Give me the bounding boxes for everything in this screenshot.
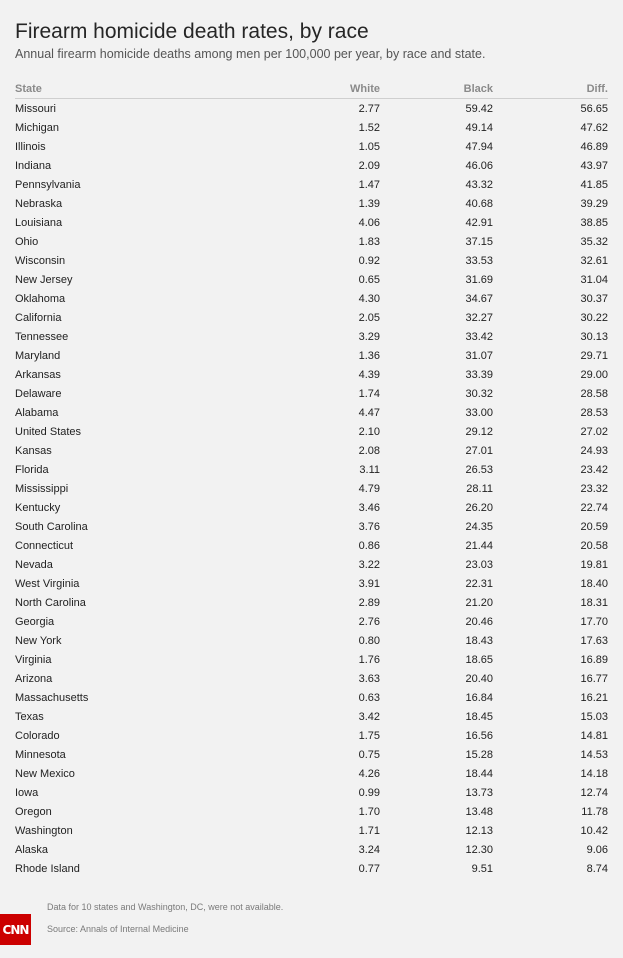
cell-white: 3.91 xyxy=(358,577,380,590)
cell-black: 33.42 xyxy=(465,330,493,343)
cell-black: 27.01 xyxy=(465,444,493,457)
cell-diff: 47.62 xyxy=(580,121,608,134)
table-row xyxy=(15,536,608,555)
cell-state: South Carolina xyxy=(15,520,88,533)
cell-diff: 38.85 xyxy=(580,216,608,229)
table-row xyxy=(15,574,608,593)
cell-diff: 46.89 xyxy=(580,140,608,153)
cell-state: Massachusetts xyxy=(15,691,89,704)
cell-diff: 24.93 xyxy=(580,444,608,457)
column-header-diff: Diff. xyxy=(493,80,608,99)
table-row xyxy=(15,99,608,119)
cell-white: 3.46 xyxy=(358,501,380,514)
table-row xyxy=(15,821,608,840)
cell-white: 3.11 xyxy=(359,463,380,476)
table-row xyxy=(15,593,608,612)
cell-black: 18.44 xyxy=(465,767,493,780)
table-row xyxy=(15,327,608,346)
table-row xyxy=(15,859,608,878)
cell-black: 40.68 xyxy=(465,197,493,210)
cell-state: United States xyxy=(15,425,82,438)
cell-state: West Virginia xyxy=(15,577,80,590)
cell-state: Delaware xyxy=(15,387,62,400)
cell-black: 59.42 xyxy=(465,102,493,115)
cell-diff: 56.65 xyxy=(580,102,608,115)
cell-white: 0.65 xyxy=(358,273,380,286)
cell-black: 28.11 xyxy=(466,482,493,495)
cell-state: New Jersey xyxy=(15,273,73,286)
cell-white: 0.99 xyxy=(358,786,380,799)
cell-diff: 16.21 xyxy=(580,691,608,704)
cell-white: 2.77 xyxy=(358,102,380,115)
table-row xyxy=(15,137,608,156)
cell-state: New York xyxy=(15,634,62,647)
table-row xyxy=(15,346,608,365)
cell-diff: 14.18 xyxy=(580,767,608,780)
cell-diff: 23.32 xyxy=(580,482,608,495)
cell-diff: 27.02 xyxy=(580,425,608,438)
cell-black: 16.56 xyxy=(465,729,493,742)
cell-state: Kansas xyxy=(15,444,52,457)
table-row xyxy=(15,479,608,498)
cell-diff: 39.29 xyxy=(580,197,608,210)
cell-black: 33.39 xyxy=(465,368,493,381)
table-row xyxy=(15,251,608,270)
cell-white: 4.06 xyxy=(358,216,380,229)
cell-state: Kentucky xyxy=(15,501,61,514)
table-row xyxy=(15,460,608,479)
cell-white: 3.22 xyxy=(358,558,380,571)
table-row xyxy=(15,650,608,669)
cell-black: 18.45 xyxy=(465,710,493,723)
cell-diff: 29.00 xyxy=(580,368,608,381)
cell-black: 21.44 xyxy=(465,539,493,552)
cell-state: Alabama xyxy=(15,406,59,419)
cell-black: 32.27 xyxy=(465,311,493,324)
cell-state: Arizona xyxy=(15,672,53,685)
cell-diff: 9.06 xyxy=(586,843,608,856)
cell-white: 0.77 xyxy=(358,862,380,875)
cell-state: Missouri xyxy=(15,102,56,115)
cell-diff: 16.77 xyxy=(580,672,608,685)
cell-white: 2.09 xyxy=(358,159,380,172)
cell-white: 1.47 xyxy=(358,178,380,191)
cell-black: 26.53 xyxy=(465,463,493,476)
footnote: Data for 10 states and Washington, DC, were not available. xyxy=(47,902,284,912)
cell-state: Pennsylvania xyxy=(15,178,81,191)
cell-state: Nebraska xyxy=(15,197,63,210)
cell-diff: 29.71 xyxy=(580,349,608,362)
cell-state: Maryland xyxy=(15,349,61,362)
cell-black: 13.48 xyxy=(465,805,493,818)
cell-white: 3.42 xyxy=(358,710,380,723)
cell-white: 4.39 xyxy=(358,368,380,381)
table-row xyxy=(15,802,608,821)
cell-black: 33.00 xyxy=(465,406,493,419)
source-credit: Source: Annals of Internal Medicine xyxy=(47,924,189,934)
cell-white: 2.05 xyxy=(358,311,380,324)
table-row xyxy=(15,175,608,194)
cell-diff: 12.74 xyxy=(580,786,608,799)
table-row xyxy=(15,156,608,175)
table-body xyxy=(15,99,608,879)
column-header-white: White xyxy=(195,80,380,99)
cell-diff: 14.53 xyxy=(580,748,608,761)
cell-black: 9.51 xyxy=(471,862,493,875)
cell-diff: 41.85 xyxy=(580,178,608,191)
cell-diff: 31.04 xyxy=(580,273,608,286)
table-row xyxy=(15,232,608,251)
cell-black: 15.28 xyxy=(465,748,493,761)
cell-diff: 18.40 xyxy=(580,577,608,590)
cell-diff: 43.97 xyxy=(580,159,608,172)
cell-white: 1.76 xyxy=(358,653,380,666)
cell-diff: 10.42 xyxy=(580,824,608,837)
cell-state: Florida xyxy=(15,463,49,476)
table-row xyxy=(15,764,608,783)
cell-state: Minnesota xyxy=(15,748,66,761)
table-header-row xyxy=(15,80,608,99)
table-row xyxy=(15,612,608,631)
cell-white: 3.63 xyxy=(358,672,380,685)
cell-state: North Carolina xyxy=(15,596,86,609)
table-row xyxy=(15,270,608,289)
cell-black: 33.53 xyxy=(465,254,493,267)
cell-diff: 22.74 xyxy=(580,501,608,514)
cell-state: Texas xyxy=(15,710,44,723)
cell-state: Nevada xyxy=(15,558,53,571)
cell-black: 42.91 xyxy=(465,216,493,229)
cell-state: Georgia xyxy=(15,615,55,628)
table-row xyxy=(15,365,608,384)
cell-diff: 35.32 xyxy=(580,235,608,248)
cell-white: 3.29 xyxy=(358,330,380,343)
cell-diff: 17.63 xyxy=(580,634,608,647)
cell-white: 3.24 xyxy=(358,843,380,856)
cell-black: 46.06 xyxy=(465,159,493,172)
data-table xyxy=(15,80,608,878)
cell-white: 3.76 xyxy=(358,520,380,533)
cell-diff: 23.42 xyxy=(580,463,608,476)
cell-black: 43.32 xyxy=(465,178,493,191)
cell-black: 12.30 xyxy=(465,843,493,856)
table-row xyxy=(15,840,608,859)
cell-diff: 14.81 xyxy=(580,729,608,742)
table-row xyxy=(15,289,608,308)
cell-white: 1.74 xyxy=(358,387,380,400)
table-row xyxy=(15,745,608,764)
cell-white: 4.47 xyxy=(358,406,380,419)
cell-state: Louisiana xyxy=(15,216,63,229)
cell-diff: 17.70 xyxy=(580,615,608,628)
cell-diff: 8.74 xyxy=(586,862,608,875)
cell-state: Oklahoma xyxy=(15,292,66,305)
table-row xyxy=(15,403,608,422)
table-row xyxy=(15,688,608,707)
cell-black: 29.12 xyxy=(465,425,493,438)
cell-white: 0.63 xyxy=(358,691,380,704)
cell-white: 4.26 xyxy=(358,767,380,780)
cell-diff: 28.53 xyxy=(580,406,608,419)
cell-state: Virginia xyxy=(15,653,52,666)
cell-diff: 16.89 xyxy=(580,653,608,666)
cell-black: 31.07 xyxy=(465,349,493,362)
cell-black: 24.35 xyxy=(465,520,493,533)
cell-black: 13.73 xyxy=(465,786,493,799)
cell-black: 23.03 xyxy=(465,558,493,571)
cell-white: 0.80 xyxy=(358,634,380,647)
cell-state: Oregon xyxy=(15,805,52,818)
cell-black: 34.67 xyxy=(465,292,493,305)
table-row xyxy=(15,783,608,802)
cell-black: 37.15 xyxy=(465,235,493,248)
table-row xyxy=(15,707,608,726)
cell-white: 4.30 xyxy=(358,292,380,305)
table-row xyxy=(15,194,608,213)
table-row xyxy=(15,498,608,517)
cell-state: Washington xyxy=(15,824,73,837)
cell-diff: 19.81 xyxy=(580,558,608,571)
cell-state: Alaska xyxy=(15,843,49,856)
cell-white: 2.08 xyxy=(358,444,380,457)
cell-white: 1.71 xyxy=(358,824,380,837)
cell-diff: 15.03 xyxy=(580,710,608,723)
cell-black: 20.46 xyxy=(465,615,493,628)
cell-black: 22.31 xyxy=(465,577,493,590)
footer xyxy=(0,900,623,958)
cell-black: 31.69 xyxy=(465,273,493,286)
cell-black: 21.20 xyxy=(465,596,493,609)
cell-diff: 20.58 xyxy=(580,539,608,552)
cell-black: 30.32 xyxy=(465,387,493,400)
cell-diff: 30.22 xyxy=(580,311,608,324)
cell-state: Ohio xyxy=(15,235,39,248)
cell-white: 0.75 xyxy=(358,748,380,761)
cell-state: Connecticut xyxy=(15,539,74,552)
cell-white: 1.52 xyxy=(358,121,380,134)
cell-diff: 32.61 xyxy=(580,254,608,267)
cell-white: 1.39 xyxy=(358,197,380,210)
cell-state: Michigan xyxy=(15,121,60,134)
cell-white: 2.76 xyxy=(358,615,380,628)
table-row xyxy=(15,384,608,403)
cell-white: 1.05 xyxy=(358,140,380,153)
table-row xyxy=(15,422,608,441)
cell-black: 16.84 xyxy=(465,691,493,704)
chart-title: Firearm homicide death rates, by race xyxy=(15,20,369,43)
table-row xyxy=(15,441,608,460)
cell-state: Mississippi xyxy=(15,482,69,495)
cell-state: New Mexico xyxy=(15,767,75,780)
table-row xyxy=(15,631,608,650)
cell-state: Iowa xyxy=(15,786,39,799)
table-row xyxy=(15,669,608,688)
cell-black: 12.13 xyxy=(465,824,493,837)
table-row xyxy=(15,555,608,574)
cell-white: 2.89 xyxy=(358,596,380,609)
table-row xyxy=(15,308,608,327)
table-row xyxy=(15,213,608,232)
cell-white: 2.10 xyxy=(358,425,380,438)
cell-white: 1.70 xyxy=(358,805,380,818)
cell-black: 20.40 xyxy=(465,672,493,685)
column-header-black: Black xyxy=(380,80,493,99)
cell-black: 18.43 xyxy=(465,634,493,647)
cell-state: Illinois xyxy=(15,140,46,153)
cnn-logo: CNN xyxy=(0,914,31,945)
cell-white: 0.92 xyxy=(358,254,380,267)
cell-diff: 20.59 xyxy=(580,520,608,533)
cell-state: Arkansas xyxy=(15,368,61,381)
column-header-state: State xyxy=(15,80,195,99)
cell-white: 1.36 xyxy=(358,349,380,362)
cell-state: Colorado xyxy=(15,729,60,742)
cell-diff: 30.13 xyxy=(580,330,608,343)
cell-black: 26.20 xyxy=(465,501,493,514)
cell-black: 49.14 xyxy=(465,121,493,134)
cell-diff: 30.37 xyxy=(580,292,608,305)
cell-diff: 18.31 xyxy=(580,596,608,609)
table-row xyxy=(15,726,608,745)
cell-diff: 11.78 xyxy=(581,805,608,818)
cell-state: California xyxy=(15,311,62,324)
cell-black: 47.94 xyxy=(465,140,493,153)
cell-white: 0.86 xyxy=(358,539,380,552)
chart-subtitle: Annual firearm homicide deaths among men per 100,000 per year, by race and state. xyxy=(15,47,486,61)
table-row xyxy=(15,118,608,137)
table-row xyxy=(15,517,608,536)
cell-black: 18.65 xyxy=(465,653,493,666)
cell-white: 1.75 xyxy=(358,729,380,742)
cell-diff: 28.58 xyxy=(580,387,608,400)
cell-state: Tennessee xyxy=(15,330,69,343)
cell-white: 1.83 xyxy=(358,235,380,248)
cell-state: Indiana xyxy=(15,159,52,172)
cell-white: 4.79 xyxy=(358,482,380,495)
cell-state: Rhode Island xyxy=(15,862,80,875)
cell-state: Wisconsin xyxy=(15,254,66,267)
